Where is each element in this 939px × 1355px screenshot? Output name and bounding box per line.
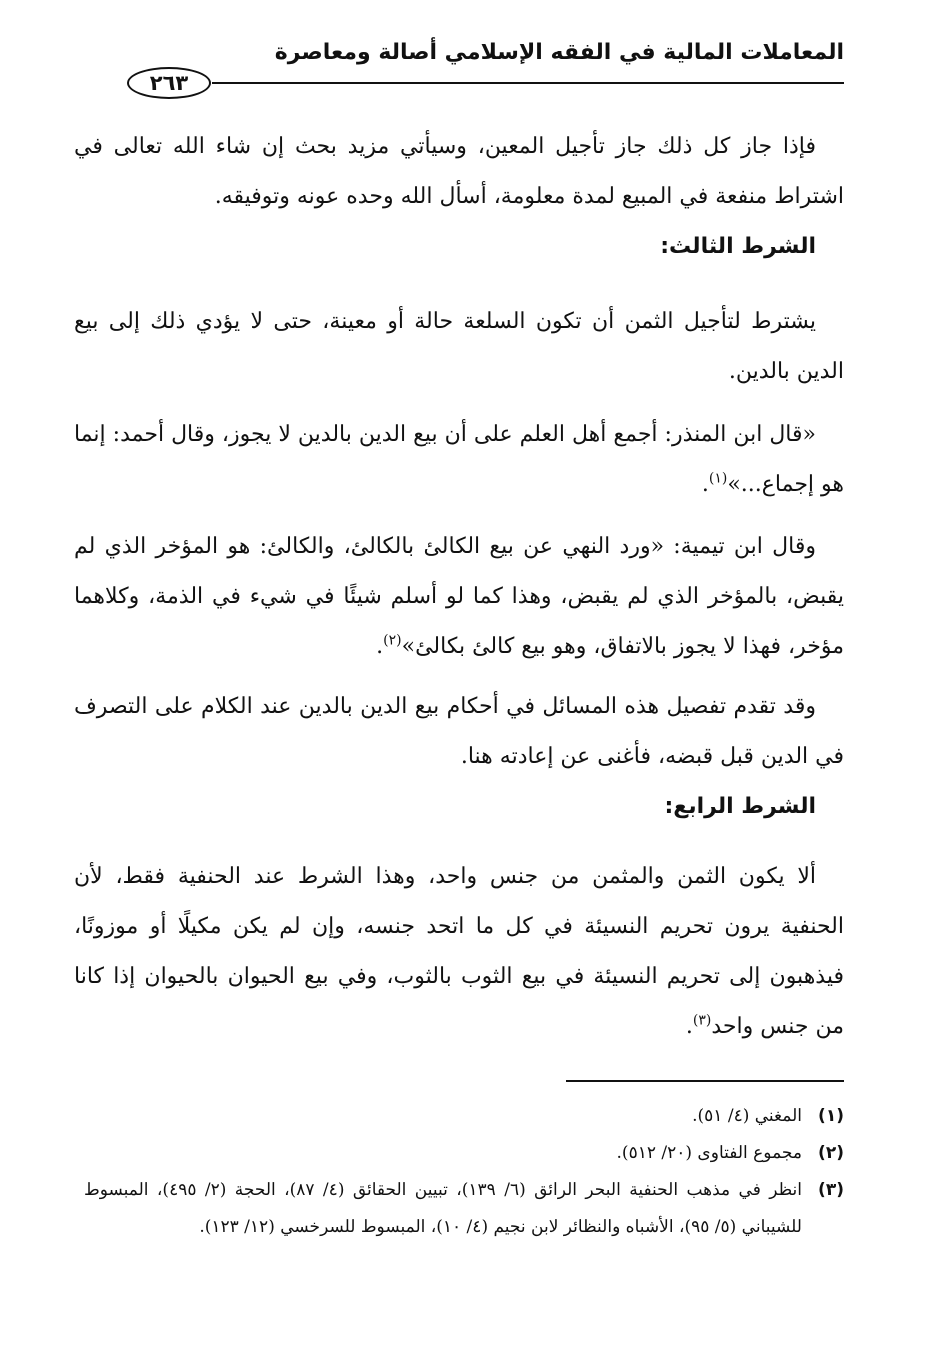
footnote-ref-1[interactable]: (١) bbox=[708, 470, 728, 487]
body-text-6 bbox=[74, 852, 844, 1052]
footnote-item bbox=[84, 1172, 844, 1246]
footnote-item bbox=[84, 1098, 844, 1135]
heading-third-condition: الشرط الثالث: bbox=[660, 234, 816, 259]
paragraph-3-text: «قال ابن المنذر: أجمع أهل العلم على أن بيع الدين بالدين لا يجوز، وقال أحمد: إنما هو إجماع...» bbox=[74, 422, 844, 497]
footnote-text: مجموع الفتاوى (٢٠/ ٥١٢). bbox=[616, 1143, 802, 1163]
paragraph-4-end: . bbox=[376, 634, 384, 659]
footnote-rule bbox=[566, 1080, 844, 1082]
body-text-5 bbox=[74, 682, 844, 832]
footnotes bbox=[84, 1098, 844, 1246]
footnote-number: (٢) bbox=[818, 1143, 844, 1163]
footnote-ref-2[interactable]: (٢) bbox=[383, 632, 402, 649]
body-text-4 bbox=[74, 522, 844, 672]
running-title: المعاملات المالية في الفقه الإسلامي أصالة ومعاصرة bbox=[274, 40, 844, 65]
footnote-number: (١) bbox=[818, 1106, 844, 1126]
paragraph-4-text: وقال ابن تيمية: «ورد النهي عن بيع الكالئ بالكالئ، والكالئ: هو المؤخر الذي لم يقبض، بالمؤخر الذي لم يقبض، وهذا كما لو أسلم شيئًا في شيء في الذمة، وكلاهما مؤخر، فهذا لا يجوز بالاتفاق، وهو بيع كالئ بكالئ» bbox=[74, 534, 844, 659]
paragraph-1: فإذا جاز كل ذلك جاز تأجيل المعين، وسيأتي مزيد بحث إن شاء الله تعالى في اشتراط منفعة في المبيع لمدة معلومة، أسأل الله وحده عونه وتوفيقه. bbox=[74, 134, 844, 209]
header-rule bbox=[212, 82, 844, 84]
footnote-text: انظر في مذهب الحنفية البحر الرائق (٦/ ١٣٩)، تبيين الحقائق (٤/ ٨٧)، الحجة (٢/ ٤٩٥)، المبسوط للشيباني (٥/ ٩٥)، الأشباه والنظائر لابن نجيم (٤/ ١٠)، المبسوط للسرخسي (١٢/ ١٢٣). bbox=[84, 1180, 803, 1237]
paragraph-4 bbox=[74, 522, 844, 672]
body-text-3 bbox=[74, 410, 844, 510]
heading-fourth-condition: الشرط الرابع: bbox=[664, 794, 816, 819]
body-text-2 bbox=[74, 297, 844, 397]
paragraph-5: وقد تقدم تفصيل هذه المسائل في أحكام بيع الدين بالدين عند الكلام على التصرف في الدين قبل قبضه، فأغنى عن إعادته هنا. bbox=[74, 694, 844, 769]
body-text bbox=[74, 122, 844, 272]
paragraph-2: يشترط لتأجيل الثمن أن تكون السلعة حالة أو معينة، حتى لا يؤدي ذلك إلى بيع الدين بالدين. bbox=[74, 309, 844, 384]
footnote-text: المغني (٤/ ٥١). bbox=[692, 1106, 802, 1126]
paragraph-6-end: . bbox=[685, 1014, 693, 1039]
paragraph-3 bbox=[74, 410, 844, 510]
page-number: ٢٦٣ bbox=[127, 67, 211, 99]
footnote-ref-3[interactable]: (٣) bbox=[692, 1012, 712, 1029]
paragraph-3-end: . bbox=[701, 472, 709, 497]
footnote-item bbox=[84, 1135, 844, 1172]
paragraph-6 bbox=[74, 852, 844, 1052]
footnote-number: (٣) bbox=[818, 1180, 844, 1200]
paragraph-6-text: ألا يكون الثمن والمثمن من جنس واحد، وهذا الشرط عند الحنفية فقط، لأن الحنفية يرون تحريم النسيئة في كل ما اتحد جنسه، وإن لم يكن مكيلًا أو موزونًا، فيذهبون إلى تحريم النسيئة في بيع الثوب بالثوب، وفي بيع الحيوان بالحيوان إذا كانا من جنس واحد bbox=[74, 864, 844, 1039]
